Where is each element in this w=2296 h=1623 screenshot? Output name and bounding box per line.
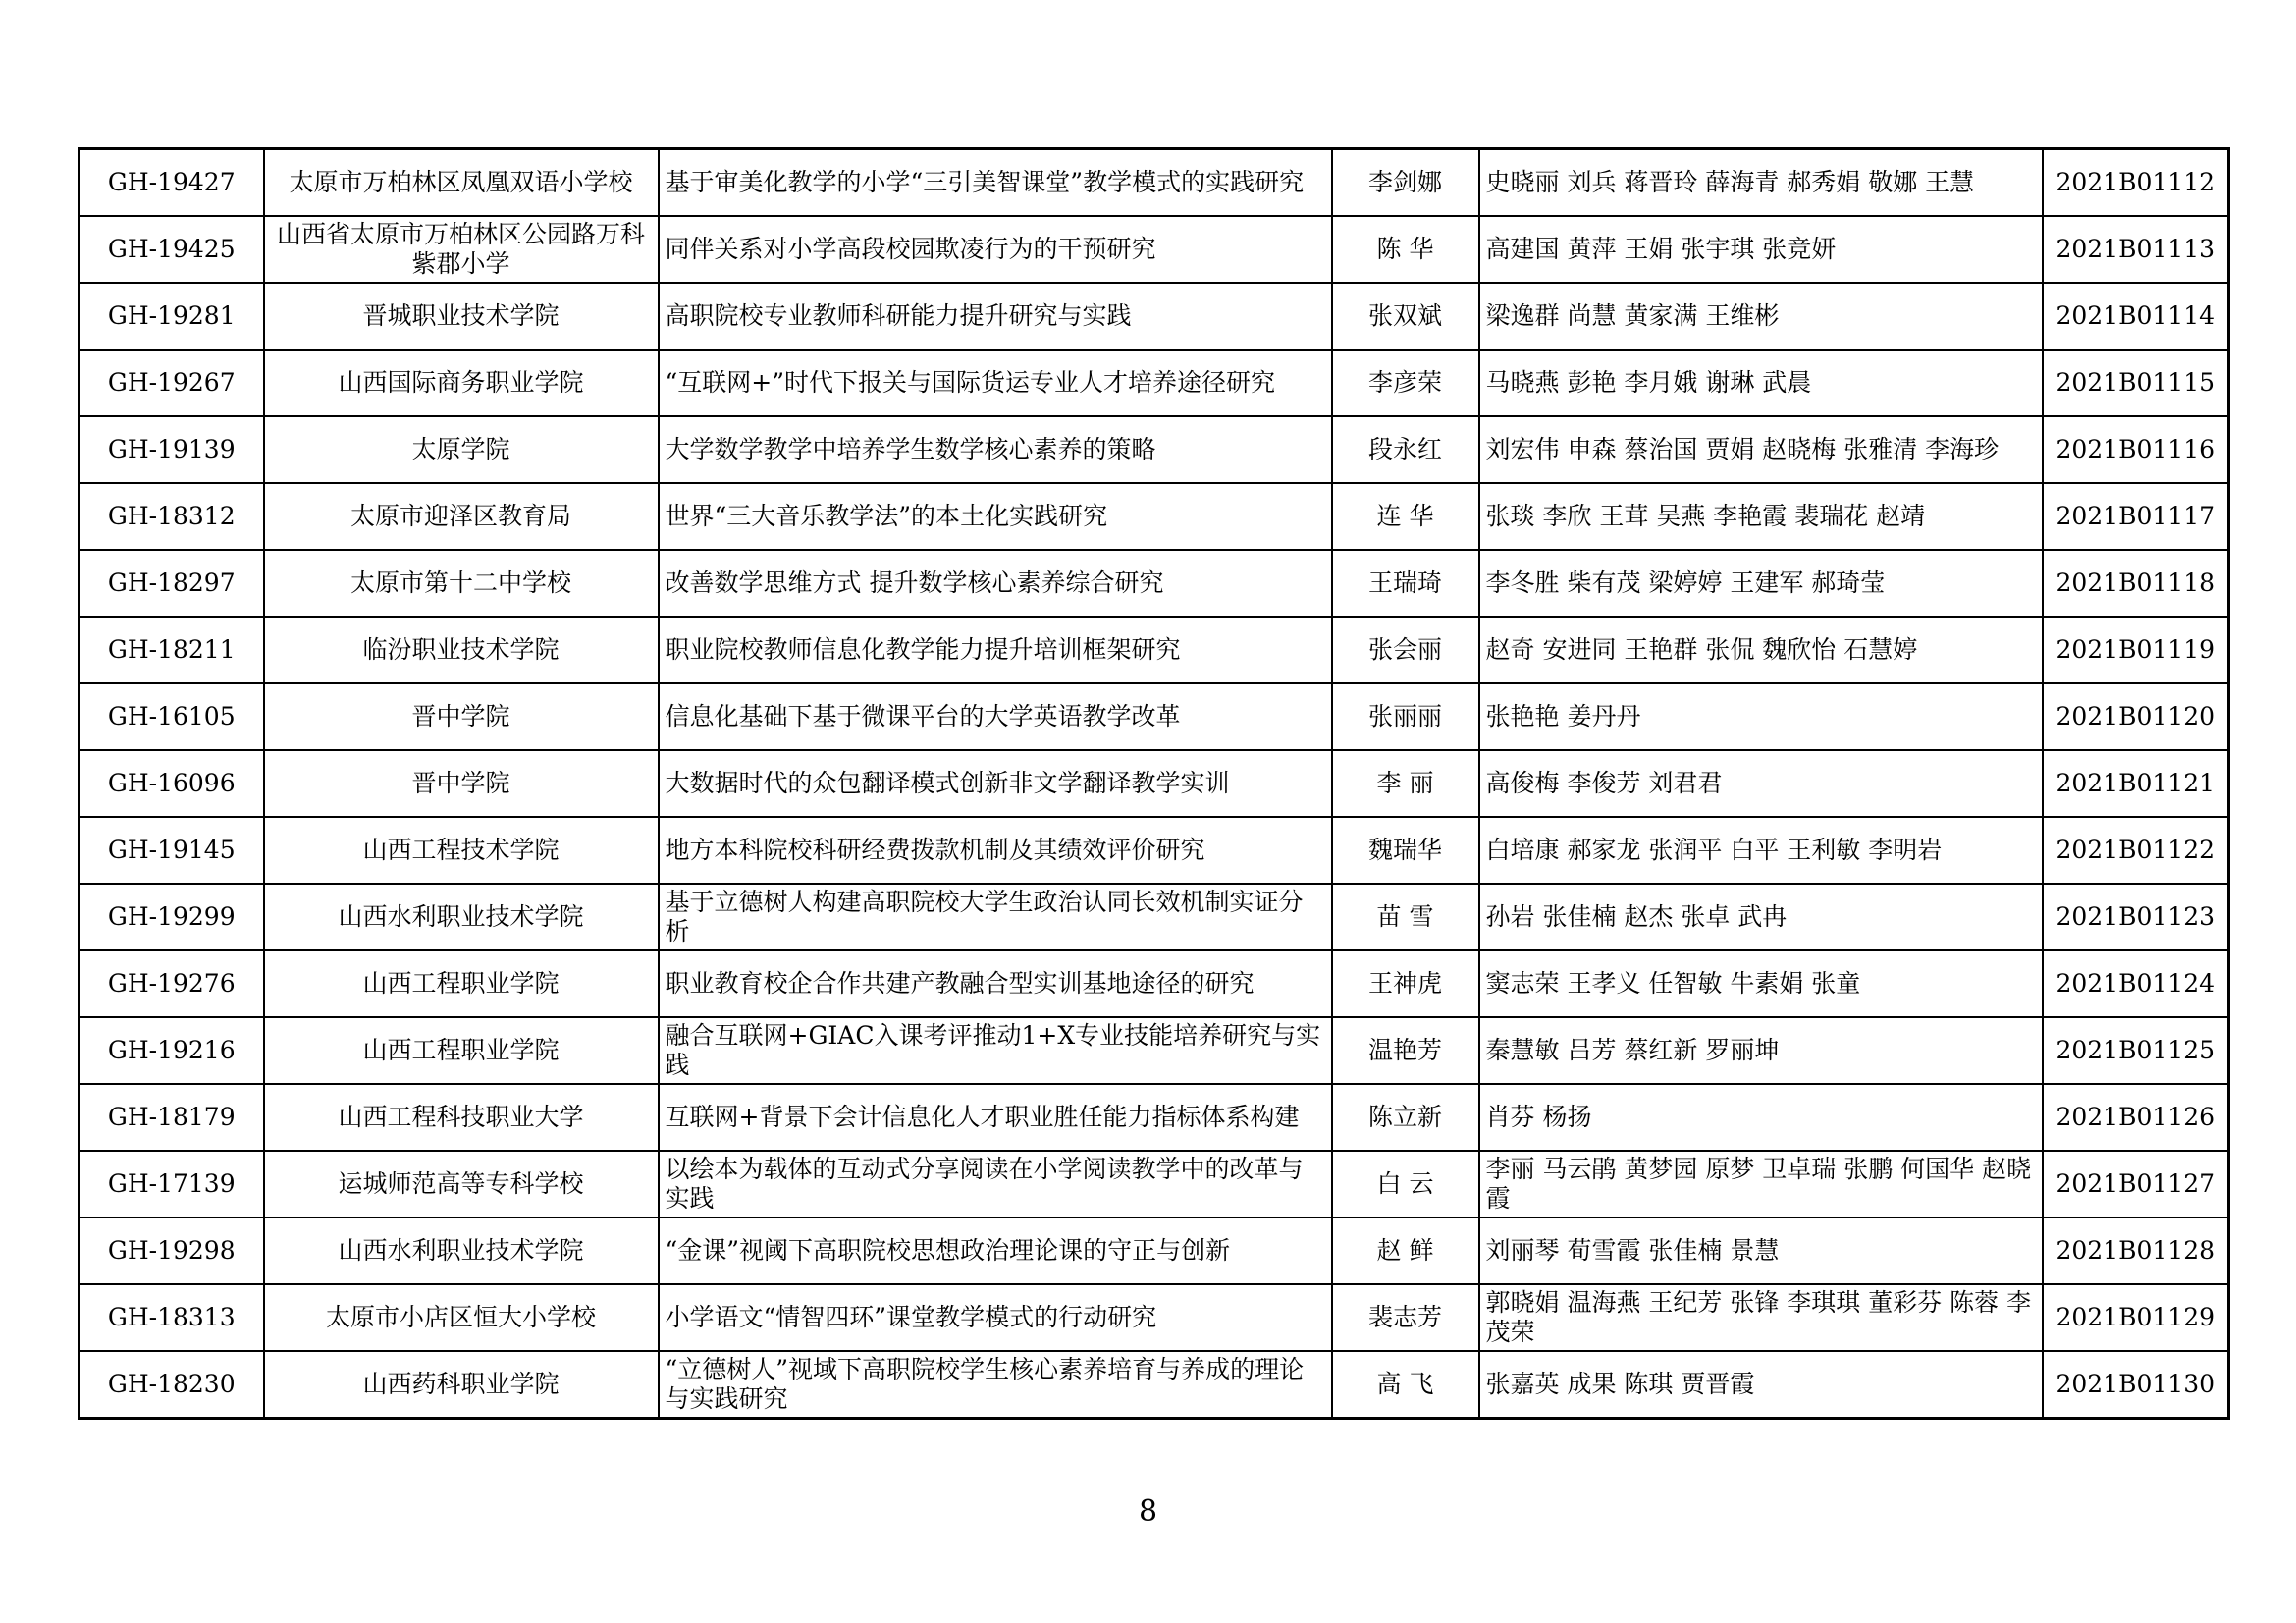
approval-number-cell: 2021B01118	[2043, 550, 2229, 617]
approval-number-cell: 2021B01116	[2043, 416, 2229, 483]
unit-cell: 山西水利职业技术学院	[264, 884, 659, 950]
project-title-cell: “立德树人”视域下高职院校学生核心素养培育与养成的理论与实践研究	[659, 1351, 1332, 1419]
leader-cell: 连 华	[1332, 483, 1479, 550]
members-cell: 肖芬 杨扬	[1479, 1084, 2043, 1151]
project-title-cell: 高职院校专业教师科研能力提升研究与实践	[659, 283, 1332, 350]
approval-number-cell: 2021B01114	[2043, 283, 2229, 350]
leader-cell: 温艳芳	[1332, 1017, 1479, 1084]
unit-cell: 临汾职业技术学院	[264, 617, 659, 683]
approval-number-cell: 2021B01122	[2043, 817, 2229, 884]
approval-number-cell: 2021B01115	[2043, 350, 2229, 416]
project-title-cell: 改善数学思维方式 提升数学核心素养综合研究	[659, 550, 1332, 617]
members-cell: 郭晓娟 温海燕 王纪芳 张锋 李琪琪 董彩芬 陈蓉 李茂荣	[1479, 1284, 2043, 1351]
project-code-cell: GH-19139	[80, 416, 264, 483]
unit-cell: 山西工程职业学院	[264, 1017, 659, 1084]
members-cell: 张艳艳 姜丹丹	[1479, 683, 2043, 750]
project-title-cell: 基于立德树人构建高职院校大学生政治认同长效机制实证分析	[659, 884, 1332, 950]
project-title-cell: 世界“三大音乐教学法”的本土化实践研究	[659, 483, 1332, 550]
leader-cell: 王神虎	[1332, 950, 1479, 1017]
members-cell: 刘丽琴 荀雪霞 张佳楠 景慧	[1479, 1217, 2043, 1284]
unit-cell: 山西工程技术学院	[264, 817, 659, 884]
members-cell: 高俊梅 李俊芳 刘君君	[1479, 750, 2043, 817]
leader-cell: 段永红	[1332, 416, 1479, 483]
leader-cell: 裴志芳	[1332, 1284, 1479, 1351]
approval-number-cell: 2021B01124	[2043, 950, 2229, 1017]
approval-number-cell: 2021B01119	[2043, 617, 2229, 683]
members-cell: 白培康 郝家龙 张润平 白平 王利敏 李明岩	[1479, 817, 2043, 884]
table-body	[80, 149, 2229, 1419]
unit-cell: 晋城职业技术学院	[264, 283, 659, 350]
unit-cell: 山西省太原市万柏林区公园路万科紫郡小学	[264, 216, 659, 283]
table-row	[80, 149, 2229, 217]
project-code-cell: GH-18297	[80, 550, 264, 617]
approval-number-cell: 2021B01126	[2043, 1084, 2229, 1151]
members-cell: 史晓丽 刘兵 蒋晋玲 薛海青 郝秀娟 敬娜 王慧	[1479, 149, 2043, 217]
unit-cell: 太原学院	[264, 416, 659, 483]
members-cell: 梁逸群 尚慧 黄家满 王维彬	[1479, 283, 2043, 350]
members-cell: 赵奇 安进同 王艳群 张侃 魏欣怡 石慧婷	[1479, 617, 2043, 683]
unit-cell: 山西国际商务职业学院	[264, 350, 659, 416]
approval-number-cell: 2021B01121	[2043, 750, 2229, 817]
members-cell: 孙岩 张佳楠 赵杰 张卓 武冉	[1479, 884, 2043, 950]
project-code-cell: GH-18313	[80, 1284, 264, 1351]
leader-cell: 苗 雪	[1332, 884, 1479, 950]
table-row	[80, 1151, 2229, 1217]
unit-cell: 太原市迎泽区教育局	[264, 483, 659, 550]
table-row	[80, 617, 2229, 683]
members-cell: 张嘉英 成果 陈琪 贾晋霞	[1479, 1351, 2043, 1419]
members-cell: 李冬胜 柴有茂 梁婷婷 王建军 郝琦莹	[1479, 550, 2043, 617]
table-row	[80, 1351, 2229, 1419]
approval-number-cell: 2021B01113	[2043, 216, 2229, 283]
table-row	[80, 216, 2229, 283]
unit-cell: 山西工程科技职业大学	[264, 1084, 659, 1151]
table-row	[80, 283, 2229, 350]
leader-cell: 张会丽	[1332, 617, 1479, 683]
members-cell: 李丽 马云鹃 黄梦园 原梦 卫卓瑞 张鹏 何国华 赵晓霞	[1479, 1151, 2043, 1217]
unit-cell: 运城师范高等专科学校	[264, 1151, 659, 1217]
approval-number-cell: 2021B01125	[2043, 1017, 2229, 1084]
approval-number-cell: 2021B01112	[2043, 149, 2229, 217]
leader-cell: 王瑞琦	[1332, 550, 1479, 617]
members-cell: 张琰 李欣 王茸 吴燕 李艳霞 裴瑞花 赵靖	[1479, 483, 2043, 550]
table-row	[80, 550, 2229, 617]
leader-cell: 张双斌	[1332, 283, 1479, 350]
project-code-cell: GH-19281	[80, 283, 264, 350]
table-row	[80, 817, 2229, 884]
project-title-cell: 小学语文“情智四环”课堂教学模式的行动研究	[659, 1284, 1332, 1351]
unit-cell: 晋中学院	[264, 683, 659, 750]
table-row	[80, 950, 2229, 1017]
project-code-cell: GH-19427	[80, 149, 264, 217]
leader-cell: 白 云	[1332, 1151, 1479, 1217]
project-title-cell: 同伴关系对小学高段校园欺凌行为的干预研究	[659, 216, 1332, 283]
project-title-cell: 大数据时代的众包翻译模式创新非文学翻译教学实训	[659, 750, 1332, 817]
project-title-cell: “金课”视阈下高职院校思想政治理论课的守正与创新	[659, 1217, 1332, 1284]
project-title-cell: “互联网+”时代下报关与国际货运专业人才培养途径研究	[659, 350, 1332, 416]
members-cell: 马晓燕 彭艳 李月娥 谢琳 武晨	[1479, 350, 2043, 416]
table-row	[80, 483, 2229, 550]
members-cell: 窦志荣 王孝义 任智敏 牛素娟 张童	[1479, 950, 2043, 1017]
unit-cell: 晋中学院	[264, 750, 659, 817]
leader-cell: 魏瑞华	[1332, 817, 1479, 884]
table-row	[80, 884, 2229, 950]
table-row	[80, 350, 2229, 416]
table-row	[80, 750, 2229, 817]
project-title-cell: 职业院校教师信息化教学能力提升培训框架研究	[659, 617, 1332, 683]
members-cell: 秦慧敏 吕芳 蔡红新 罗丽坤	[1479, 1017, 2043, 1084]
project-code-cell: GH-18179	[80, 1084, 264, 1151]
project-title-cell: 基于审美化教学的小学“三引美智课堂”教学模式的实践研究	[659, 149, 1332, 217]
project-title-cell: 融合互联网+GIAC入课考评推动1+X专业技能培养研究与实践	[659, 1017, 1332, 1084]
unit-cell: 太原市小店区恒大小学校	[264, 1284, 659, 1351]
unit-cell: 太原市万柏林区凤凰双语小学校	[264, 149, 659, 217]
project-code-cell: GH-19425	[80, 216, 264, 283]
page-number: 8	[1138, 1494, 1158, 1529]
approval-number-cell: 2021B01130	[2043, 1351, 2229, 1419]
project-code-cell: GH-19276	[80, 950, 264, 1017]
table-row	[80, 1084, 2229, 1151]
leader-cell: 赵 鲜	[1332, 1217, 1479, 1284]
project-title-cell: 大学数学教学中培养学生数学核心素养的策略	[659, 416, 1332, 483]
leader-cell: 李 丽	[1332, 750, 1479, 817]
leader-cell: 陈 华	[1332, 216, 1479, 283]
table-row	[80, 1284, 2229, 1351]
approval-number-cell: 2021B01127	[2043, 1151, 2229, 1217]
project-title-cell: 以绘本为载体的互动式分享阅读在小学阅读教学中的改革与实践	[659, 1151, 1332, 1217]
project-title-cell: 信息化基础下基于微课平台的大学英语教学改革	[659, 683, 1332, 750]
table-row	[80, 1017, 2229, 1084]
project-title-cell: 地方本科院校科研经费拨款机制及其绩效评价研究	[659, 817, 1332, 884]
table-row	[80, 1217, 2229, 1284]
leader-cell: 李剑娜	[1332, 149, 1479, 217]
project-title-cell: 职业教育校企合作共建产教融合型实训基地途径的研究	[659, 950, 1332, 1017]
table-row	[80, 683, 2229, 750]
approval-number-cell: 2021B01128	[2043, 1217, 2229, 1284]
approval-number-cell: 2021B01123	[2043, 884, 2229, 950]
leader-cell: 李彦荣	[1332, 350, 1479, 416]
members-cell: 刘宏伟 申森 蔡治国 贾娟 赵晓梅 张雅清 李海珍	[1479, 416, 2043, 483]
leader-cell: 张丽丽	[1332, 683, 1479, 750]
unit-cell: 山西工程职业学院	[264, 950, 659, 1017]
project-code-cell: GH-17139	[80, 1151, 264, 1217]
project-title-cell: 互联网+背景下会计信息化人才职业胜任能力指标体系构建	[659, 1084, 1332, 1151]
project-code-cell: GH-18211	[80, 617, 264, 683]
leader-cell: 陈立新	[1332, 1084, 1479, 1151]
table-row	[80, 416, 2229, 483]
project-code-cell: GH-19267	[80, 350, 264, 416]
unit-cell: 太原市第十二中学校	[264, 550, 659, 617]
approval-number-cell: 2021B01120	[2043, 683, 2229, 750]
project-code-cell: GH-19299	[80, 884, 264, 950]
project-list-table	[78, 147, 2230, 1420]
approval-number-cell: 2021B01117	[2043, 483, 2229, 550]
leader-cell: 高 飞	[1332, 1351, 1479, 1419]
project-code-cell: GH-19298	[80, 1217, 264, 1284]
project-code-cell: GH-16105	[80, 683, 264, 750]
unit-cell: 山西水利职业技术学院	[264, 1217, 659, 1284]
unit-cell: 山西药科职业学院	[264, 1351, 659, 1419]
project-code-cell: GH-19145	[80, 817, 264, 884]
approval-number-cell: 2021B01129	[2043, 1284, 2229, 1351]
project-code-cell: GH-18230	[80, 1351, 264, 1419]
members-cell: 高建国 黄萍 王娟 张宇琪 张竞妍	[1479, 216, 2043, 283]
project-code-cell: GH-16096	[80, 750, 264, 817]
project-code-cell: GH-19216	[80, 1017, 264, 1084]
project-code-cell: GH-18312	[80, 483, 264, 550]
